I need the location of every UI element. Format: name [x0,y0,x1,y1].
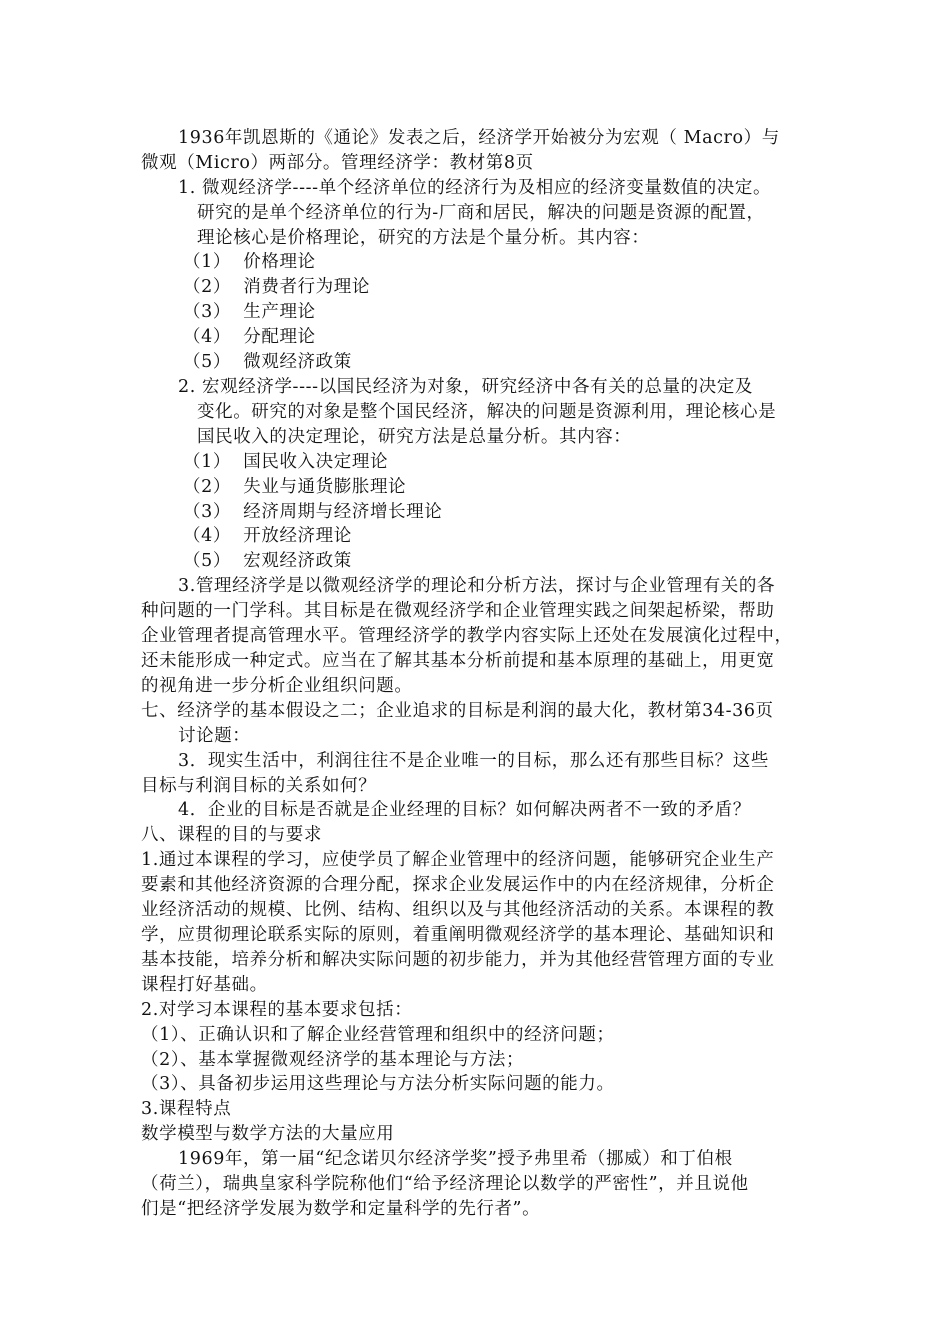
text-line: 还未能形成一种定式。应当在了解其基本分析前提和基本原理的基础上，用更宽 [141,651,775,671]
list-item: （1） 价格理论 [183,252,316,272]
list-item: （1） 国民收入决定理论 [183,452,389,472]
text-line: 3.管理经济学是以微观经济学的理论和分析方法，探讨与企业管理有关的各 [178,576,776,596]
list-item: （3）、具备初步运用这些理论与方法分析实际问题的能力。 [141,1074,615,1094]
text-line: 微观（Micro）两部分。管理经济学：教材第8页 [141,153,534,173]
text-line: 变化。研究的对象是整个国民经济，解决的问题是资源利用，理论核心是 [197,402,777,422]
text-line: 3.课程特点 [141,1099,232,1119]
list-item: （1）、正确认识和了解企业经营管理和组织中的经济问题； [141,1025,615,1045]
text-line: 业经济活动的规模、比例、结构、组织以及与其他经济活动的关系。本课程的教 [141,900,775,920]
text-line: 的视角进一步分析企业组织问题。 [141,676,413,696]
section-heading: 八、课程的目的与要求 [141,825,322,845]
text-line: 3．现实生活中，利润往往不是企业唯一的目标，那么还有那些目标？这些 [178,751,769,771]
text-line: 1.通过本课程的学习，应使学员了解企业管理中的经济问题，能够研究企业生产 [141,850,775,870]
text-line: 企业管理者提高管理水平。管理经济学的教学内容实际上还处在发展演化过程中， [141,626,793,646]
text-line: 目标与利润目标的关系如何？ [141,776,377,796]
text-line: 学，应贯彻理论联系实际的原则，着重阐明微观经济学的基本理论、基础知识和 [141,925,775,945]
text-line: 数学模型与数学方法的大量应用 [141,1124,395,1144]
list-item: （2） 失业与通货膨胀理论 [183,477,407,497]
text-line: 们是“把经济学发展为数学和定量科学的先行者”。 [141,1199,541,1219]
text-line: 国民收入的决定理论，研究方法是总量分析。其内容： [197,427,632,447]
list-item: （2）、基本掌握微观经济学的基本理论与方法； [141,1050,525,1070]
list-item: （3） 生产理论 [183,302,316,322]
list-item: （4） 开放经济理论 [183,526,352,546]
text-line: 理论核心是价格理论，研究的方法是个量分析。其内容： [197,228,650,248]
text-line: 1969年，第一届“纪念诺贝尔经济学奖”授予弗里希（挪威）和丁伯根 [178,1149,733,1169]
text-line: 种问题的一门学科。其目标是在微观经济学和企业管理实践之间架起桥梁，帮助 [141,601,775,621]
text-line: 要素和其他经济资源的合理分配，探求企业发展运作中的内在经济规律，分析企 [141,875,775,895]
section-heading: 七、经济学的基本假设之二；企业追求的目标是利润的最大化，教材第34-36页 [141,701,774,721]
list-item: （3） 经济周期与经济增长理论 [183,502,443,522]
text-line: 4．企业的目标是否就是企业经理的目标？如何解决两者不一致的矛盾？ [178,800,751,820]
text-line: 基本技能，培养分析和解决实际问题的初步能力，并为其他经营管理方面的专业 [141,950,775,970]
list-item: （5） 宏观经济政策 [183,551,352,571]
list-item: （4） 分配理论 [183,327,316,347]
list-item: （2） 消费者行为理论 [183,277,370,297]
text-line: 讨论题： [178,726,251,746]
list-item: 1. 微观经济学----单个经济单位的经济行为及相应的经济变量数值的决定。 [178,178,772,198]
text-line: 研究的是单个经济单位的行为-厂商和居民，解决的问题是资源的配置， [197,203,765,223]
text-line: 2.对学习本课程的基本要求包括： [141,1000,413,1020]
text-line: （荷兰），瑞典皇家科学院称他们“给予经济理论以数学的严密性”，并且说他 [141,1174,749,1194]
text-line: 1936年凯恩斯的《通论》发表之后，经济学开始被分为宏观（ Macro）与 [178,128,780,148]
list-item: （5） 微观经济政策 [183,352,352,372]
list-item: 2. 宏观经济学----以国民经济为对象，研究经济中各有关的总量的决定及 [178,377,754,397]
text-line: 课程打好基础。 [141,975,268,995]
